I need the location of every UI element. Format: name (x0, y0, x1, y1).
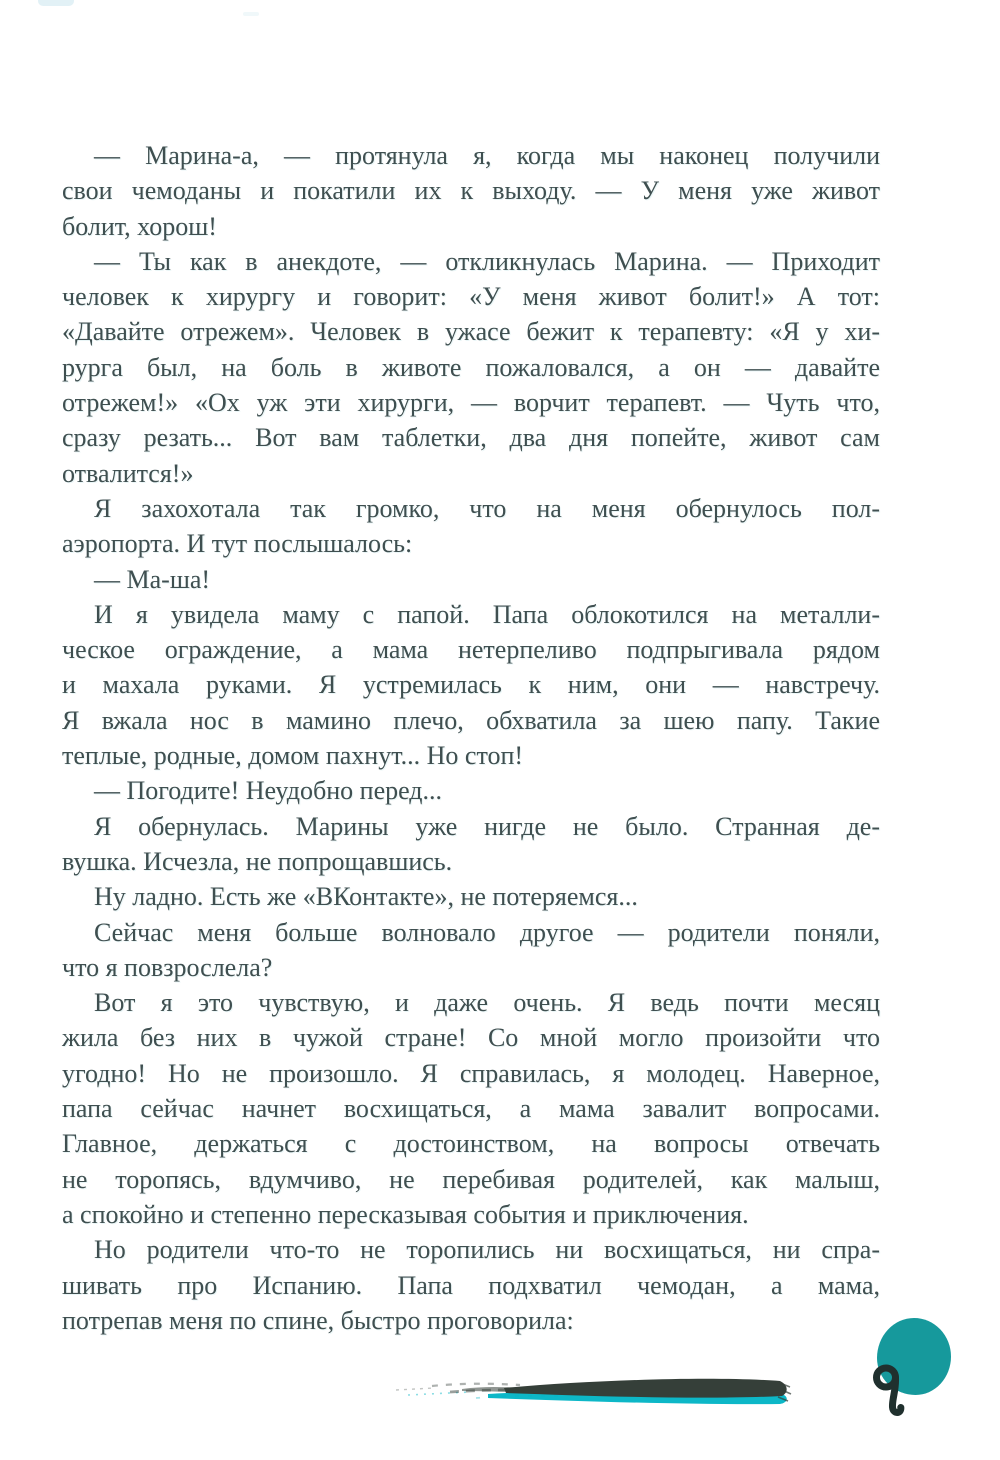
text-line: и махала руками. Я устремилась к ним, они — навстречу. (62, 670, 880, 700)
text-line: ческое ограждение, а мама нетерпеливо подпрыгивала рядом (62, 635, 880, 665)
text-line: человек к хирургу и говорит: «У меня живот болит!» А тот: (62, 282, 880, 312)
text-line: Но родители что-то не торопились ни восхищаться, ни спра- (94, 1235, 880, 1265)
text-line: теплые, родные, домом пахнут... Но стоп! (62, 741, 524, 771)
text-block (62, 138, 880, 1338)
text-line: папа сейчас начнет восхищаться, а мама завалит вопросами. (62, 1094, 880, 1124)
page-number (0, 0, 1, 1)
text-line: отрежем!» «Ох уж эти хирурги, — ворчит терапевт. — Чуть что, (62, 388, 880, 418)
text-line: Вот я это чувствую, и даже очень. Я ведь почти месяц (94, 988, 880, 1018)
text-line: шивать про Испанию. Папа подхватил чемодан, а мама, (62, 1270, 880, 1300)
text-line: Сейчас меня больше волновало другое — родители поняли, (94, 917, 880, 947)
brush-stroke-decoration (392, 1368, 792, 1410)
text-line: Ну ладно. Есть же «ВКонтакте», не потеряемся... (94, 882, 638, 912)
text-line: свои чемоданы и покатили их к выходу. — У меня уже живот (62, 176, 880, 206)
text-line: потрепав меня по спине, быстро проговорила: (62, 1305, 574, 1335)
text-line: вушка. Исчезла, не попрощавшись. (62, 846, 453, 876)
text-line: — Ма-ша! (94, 564, 211, 594)
text-line: И я увидела маму с папой. Папа облокотился на металли- (94, 599, 880, 629)
scan-smudge-mark (38, 0, 74, 6)
text-line: отвалится!» (62, 458, 194, 488)
text-line: не торопясь, вдумчиво, не перебивая родителей, как малыш, (62, 1164, 880, 1194)
text-line: Главное, держаться с достоинством, на вопросы отвечать (62, 1129, 880, 1159)
text-line: Я вжала нос в мамино плечо, обхватила за шею папу. Такие (62, 705, 880, 735)
text-line: угодно! Но не произошло. Я справилась, я молодец. Наверное, (62, 1058, 880, 1088)
text-line: — Ты как в анекдоте, — откликнулась Марина. — Приходит (94, 246, 880, 276)
text-line: что я повзрослела? (62, 952, 273, 982)
text-line: аэропорта. И тут послышалось: (62, 529, 413, 559)
text-line: — Погодите! Неудобно перед... (94, 776, 443, 806)
text-line: сразу резать... Вот вам таблетки, два дня попейте, живот сам (62, 423, 880, 453)
text-line: «Давайте отрежем». Человек в ужасе бежит к терапевту: «Я у хи- (62, 317, 880, 347)
text-line: — Марина-а, — протянула я, когда мы наконец получили (94, 141, 880, 170)
text-line: Я обернулась. Марины уже нигде не было. Странная де- (94, 811, 880, 841)
text-line: жила без них в чужой стране! Со мной могло произойти что (62, 1023, 880, 1053)
page-number-digit (872, 1364, 912, 1424)
text-line: а спокойно и степенно пересказывая события и приключения. (62, 1199, 749, 1229)
text-line: Я захохотала так громко, что на меня обернулось пол- (94, 493, 880, 523)
text-line: рурга был, на боль в животе пожаловался, а он — давайте (62, 352, 880, 382)
text-line: болит, хорош! (62, 211, 217, 241)
scan-smudge-mark (243, 12, 259, 16)
